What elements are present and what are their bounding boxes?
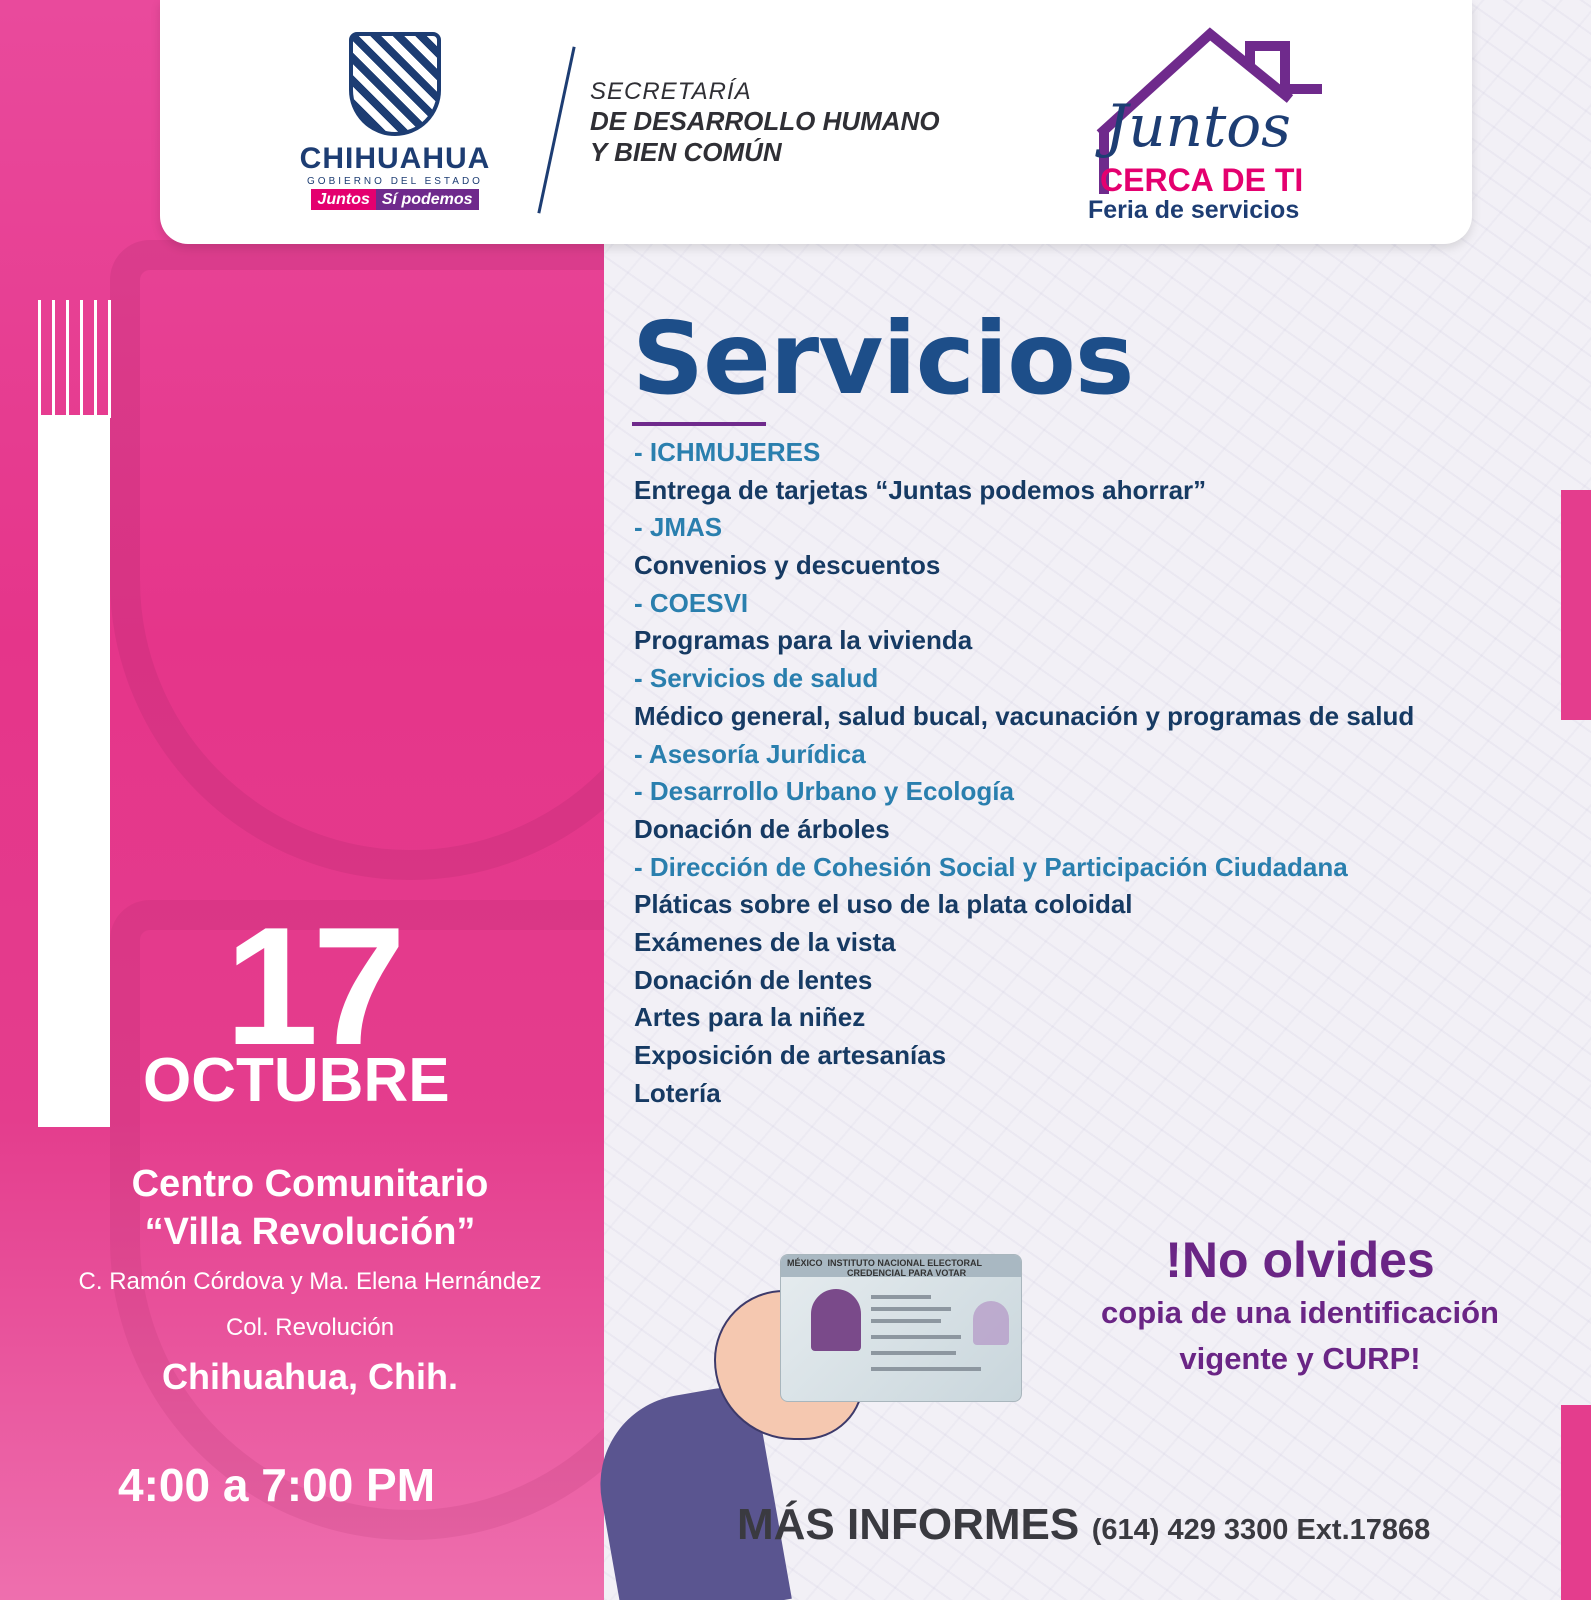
- venue-name-2: “Villa Revolución”: [144, 1211, 476, 1253]
- services-list: [634, 434, 1574, 1112]
- service-description: Convenios y descuentos: [634, 550, 941, 581]
- id-photo: [811, 1289, 861, 1351]
- services-title: Servicios: [632, 300, 1134, 417]
- accent-bar-lower: [1561, 1405, 1591, 1600]
- government-logo: [290, 32, 500, 209]
- header-divider: [537, 47, 575, 214]
- event-month: OCTUBRE: [143, 1046, 450, 1115]
- secretaria-line3: Y BIEN COMÚN: [590, 137, 782, 167]
- id-text-line: [871, 1319, 941, 1323]
- venue-address: C. Ramón Córdova y Ma. Elena Hernández: [78, 1268, 542, 1295]
- secretaria-line2: DE DESARROLLO HUMANO: [590, 106, 940, 136]
- event-logo-title: CERCA DE TI: [1100, 162, 1304, 198]
- id-card-country: MÉXICO: [787, 1258, 823, 1268]
- venue-city: Chihuahua, Chih.: [162, 1356, 458, 1397]
- service-provider: - Desarrollo Urbano y Ecología: [634, 776, 1014, 807]
- gov-name: CHIHUAHUA: [299, 142, 491, 175]
- reminder-line2: copia de una identificación: [1101, 1295, 1499, 1330]
- id-text-line: [871, 1367, 981, 1371]
- service-provider: - ICHMUJERES: [634, 437, 821, 467]
- event-day: 17: [225, 892, 400, 1080]
- id-card-credential: CREDENCIAL PARA VOTAR: [847, 1268, 967, 1278]
- event-logo-subtitle: Feria de servicios: [1088, 196, 1300, 224]
- contact-phone: (614) 429 3300 Ext.17868: [1091, 1514, 1431, 1546]
- gov-slogan-part1: Juntos: [311, 189, 375, 210]
- service-description: Programas para la vivienda: [634, 625, 973, 656]
- id-text-line: [871, 1351, 956, 1355]
- decorative-bar: [38, 415, 110, 1127]
- crest-watermark: [110, 240, 604, 880]
- service-provider: - COESVI: [634, 587, 749, 618]
- service-description: Exposición de artesanías: [634, 1040, 947, 1070]
- id-text-line: [871, 1307, 951, 1311]
- reminder-line3: vigente y CURP!: [1179, 1341, 1421, 1376]
- event-time: 4:00 a 7:00 PM: [118, 1459, 436, 1511]
- service-provider: - Asesoría Jurídica: [634, 738, 866, 769]
- secretaria-name: [590, 78, 940, 168]
- id-text-line: [871, 1335, 961, 1339]
- reminder-title: !No olvides: [1165, 1232, 1435, 1288]
- contact-label: MÁS INFORMES: [737, 1500, 1080, 1549]
- service-description: Exámenes de la vista: [634, 926, 896, 957]
- service-description: Médico general, salud bucal, vacunación y programas de salud: [634, 700, 1415, 731]
- event-logo-script: Juntos: [1105, 92, 1291, 160]
- secretaria-line1: SECRETARÍA: [590, 78, 752, 105]
- state-shield-icon: [349, 32, 441, 136]
- contact-info: [737, 1500, 1430, 1550]
- gov-slogan-part2: Sí podemos: [376, 189, 479, 210]
- id-card-institute: INSTITUTO NACIONAL ELECTORAL: [827, 1258, 983, 1268]
- id-text-line: [871, 1295, 931, 1299]
- reminder: [1030, 1230, 1570, 1382]
- service-provider: - JMAS: [634, 512, 723, 543]
- id-card-header: [781, 1255, 1021, 1277]
- id-ghost-photo: [973, 1301, 1009, 1345]
- service-description: Pláticas sobre el uso de la plata coloidal: [634, 889, 1133, 920]
- venue-block: [0, 1160, 620, 1398]
- service-description: Artes para la niñez: [634, 1002, 866, 1033]
- venue-colonia: Col. Revolución: [225, 1314, 395, 1341]
- service-description: Donación de árboles: [634, 813, 890, 844]
- title-underline: [632, 422, 766, 426]
- service-provider: - Servicios de salud: [634, 663, 879, 694]
- event-logo: [1060, 14, 1350, 224]
- service-description: Lotería: [634, 1077, 721, 1108]
- service-description: Entrega de tarjetas “Juntas podemos ahorrar”: [634, 474, 1207, 505]
- header: [160, 0, 1472, 244]
- service-description: Donación de lentes: [634, 964, 873, 995]
- gov-slogan: [311, 191, 478, 209]
- service-provider: - Dirección de Cohesión Social y Participación Ciudadana: [634, 851, 1348, 882]
- gov-subtitle: GOBIERNO DEL ESTADO: [307, 176, 483, 187]
- venue-name: Centro Comunitario: [131, 1163, 489, 1205]
- id-card-icon: [780, 1254, 1022, 1402]
